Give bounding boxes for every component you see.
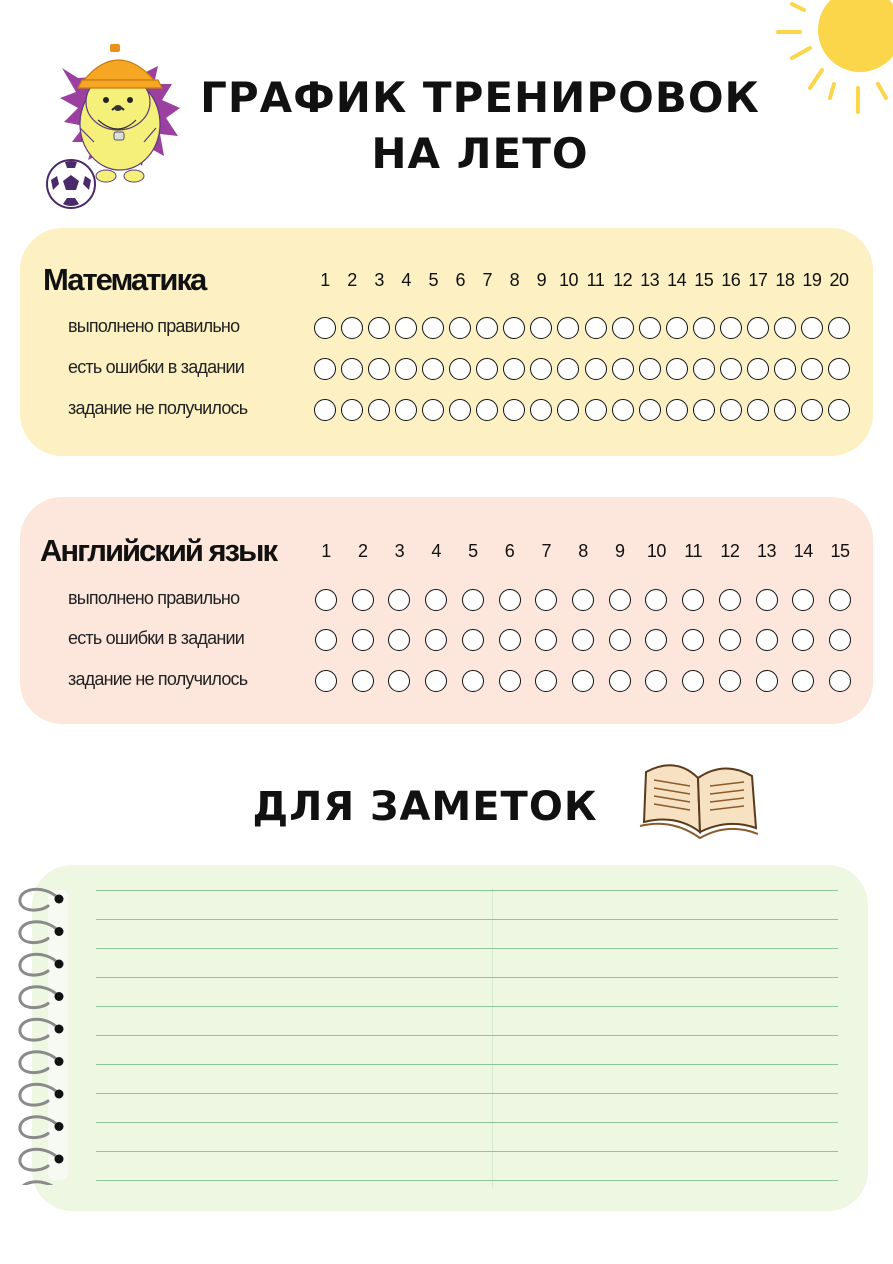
spiral-ring	[20, 889, 64, 910]
checkbox-circle[interactable]	[609, 670, 631, 692]
checkbox-circle[interactable]	[315, 589, 337, 611]
spiral-ring	[20, 922, 64, 943]
day-number-10: 10	[646, 541, 666, 561]
checkbox-circle[interactable]	[693, 317, 715, 339]
day-number-4: 4	[401, 270, 411, 290]
day-number-18: 18	[775, 270, 795, 290]
checkbox-circle[interactable]	[666, 317, 688, 339]
checkbox-circle[interactable]	[693, 358, 715, 380]
checkbox-circle[interactable]	[609, 589, 631, 611]
checkbox-circle[interactable]	[395, 399, 417, 421]
checkbox-circle[interactable]	[315, 629, 337, 651]
checkbox-circle[interactable]	[829, 629, 851, 651]
open-book-icon	[636, 752, 762, 842]
checkbox-circle[interactable]	[425, 589, 447, 611]
checkbox-circle[interactable]	[612, 399, 634, 421]
checkbox-circle[interactable]	[425, 670, 447, 692]
checkbox-circle[interactable]	[585, 358, 607, 380]
day-number-13: 13	[757, 541, 777, 561]
checkbox-circle[interactable]	[572, 670, 594, 692]
spiral-ring	[20, 1052, 64, 1073]
english-subject-title: Английский язык	[40, 533, 277, 568]
spiral-ring	[20, 1149, 64, 1170]
day-number-7: 7	[541, 541, 552, 561]
checkbox-circle[interactable]	[639, 399, 661, 421]
checkbox-circle[interactable]	[828, 317, 850, 339]
notes-panel	[32, 865, 868, 1211]
checkbox-circle[interactable]	[572, 589, 594, 611]
checkbox-circle[interactable]	[747, 399, 769, 421]
checkbox-circle[interactable]	[682, 589, 704, 611]
checkbox-circle[interactable]	[499, 589, 521, 611]
day-number-11: 11	[586, 270, 605, 290]
notes-line	[96, 919, 838, 920]
spiral-ring	[20, 954, 64, 975]
checkbox-circle[interactable]	[314, 399, 336, 421]
page-title-line-2: НА ЛЕТО	[371, 129, 589, 178]
checkbox-circle[interactable]	[720, 317, 742, 339]
checkbox-circle[interactable]	[499, 629, 521, 651]
day-number-7: 7	[482, 270, 493, 290]
checkbox-circle[interactable]	[612, 358, 634, 380]
checkbox-circle[interactable]	[829, 670, 851, 692]
checkbox-circle[interactable]	[315, 670, 337, 692]
checkbox-circle[interactable]	[341, 317, 363, 339]
math-subject-title: Математика	[43, 262, 206, 297]
day-number-14: 14	[667, 270, 687, 290]
day-number-16: 16	[721, 270, 741, 290]
checkbox-circle[interactable]	[462, 589, 484, 611]
page-title-line-1: ГРАФИК ТРЕНИРОВОК	[200, 73, 760, 122]
checkbox-circle[interactable]	[774, 358, 796, 380]
notes-line	[96, 1180, 838, 1181]
spiral-ring	[20, 1182, 64, 1185]
checkbox-circle[interactable]	[720, 358, 742, 380]
checkbox-circle[interactable]	[828, 358, 850, 380]
checkbox-circle[interactable]	[774, 317, 796, 339]
day-number-12: 12	[720, 541, 740, 561]
day-number-5: 5	[468, 541, 478, 561]
day-number-3: 3	[374, 270, 384, 290]
spiral-ring	[20, 1084, 64, 1105]
day-number-9: 9	[536, 270, 547, 290]
day-number-19: 19	[802, 270, 822, 290]
day-number-14: 14	[793, 541, 813, 561]
spiral-ring	[20, 1019, 64, 1040]
day-number-20: 20	[829, 270, 849, 290]
day-number-3: 3	[394, 541, 405, 561]
checkbox-circle[interactable]	[693, 399, 715, 421]
notes-line	[96, 1093, 838, 1094]
checkbox-circle[interactable]	[720, 399, 742, 421]
checkbox-circle[interactable]	[828, 399, 850, 421]
checkbox-circle[interactable]	[639, 358, 661, 380]
checkbox-circle[interactable]	[425, 629, 447, 651]
checkbox-circle[interactable]	[639, 317, 661, 339]
checkbox-circle[interactable]	[341, 358, 363, 380]
day-number-5: 5	[428, 270, 438, 290]
checkbox-circle[interactable]	[719, 589, 741, 611]
checkbox-circle[interactable]	[719, 629, 741, 651]
checkbox-circle[interactable]	[352, 589, 374, 611]
notes-line	[96, 1035, 838, 1036]
notes-line	[96, 977, 838, 978]
day-number-2: 2	[347, 270, 357, 290]
checkbox-circle[interactable]	[368, 358, 390, 380]
notes-line	[96, 1064, 838, 1065]
spiral-ring	[20, 987, 64, 1008]
sun-icon	[770, 0, 893, 120]
notes-line	[96, 1006, 838, 1007]
day-number-2: 2	[357, 541, 368, 561]
notes-line	[96, 1151, 838, 1152]
checkbox-circle[interactable]	[829, 589, 851, 611]
checkbox-circle[interactable]	[572, 629, 594, 651]
day-number-1: 1	[321, 541, 331, 561]
checkbox-circle[interactable]	[314, 317, 336, 339]
checkbox-circle[interactable]	[462, 670, 484, 692]
row-label: выполнено правильно	[68, 316, 240, 336]
day-number-4: 4	[431, 541, 441, 561]
checkbox-circle[interactable]	[585, 399, 607, 421]
day-number-9: 9	[614, 541, 625, 561]
checkbox-circle[interactable]	[341, 399, 363, 421]
day-number-8: 8	[509, 270, 520, 290]
checkbox-circle[interactable]	[612, 317, 634, 339]
checkbox-circle[interactable]	[352, 629, 374, 651]
checkbox-circle[interactable]	[682, 670, 704, 692]
checkbox-circle[interactable]	[368, 317, 390, 339]
checkbox-circle[interactable]	[666, 399, 688, 421]
spiral-rings-icon	[14, 880, 74, 1185]
soccer-ball-icon	[45, 158, 97, 210]
checkbox-circle[interactable]	[801, 399, 823, 421]
day-number-1: 1	[320, 270, 330, 290]
day-number-12: 12	[613, 270, 633, 290]
checkbox-circle[interactable]	[609, 629, 631, 651]
day-number-6: 6	[504, 541, 515, 561]
day-number-13: 13	[640, 270, 660, 290]
day-number-15: 15	[830, 541, 850, 561]
notes-line	[96, 948, 838, 949]
day-number-15: 15	[694, 270, 714, 290]
row-label: задание не получилось	[68, 669, 248, 689]
checkbox-circle[interactable]	[352, 670, 374, 692]
checkbox-circle[interactable]	[801, 358, 823, 380]
notes-line	[96, 1122, 838, 1123]
checkbox-circle[interactable]	[585, 317, 607, 339]
day-number-17: 17	[748, 270, 768, 290]
spiral-ring	[20, 1117, 64, 1138]
checkbox-circle[interactable]	[499, 670, 521, 692]
day-number-8: 8	[578, 541, 588, 561]
checkbox-circle[interactable]	[395, 317, 417, 339]
row-label: задание не получилось	[68, 398, 248, 418]
checkbox-circle[interactable]	[462, 629, 484, 651]
notes-title: ДЛЯ ЗАМЕТОК	[252, 784, 598, 830]
checkbox-circle[interactable]	[395, 358, 417, 380]
checkbox-circle[interactable]	[666, 358, 688, 380]
checkbox-circle[interactable]	[756, 670, 778, 692]
checkbox-circle[interactable]	[719, 670, 741, 692]
checkbox-circle[interactable]	[801, 317, 823, 339]
checkbox-circle[interactable]	[747, 317, 769, 339]
checkbox-circle[interactable]	[314, 358, 336, 380]
checkbox-circle[interactable]	[756, 589, 778, 611]
day-number-10: 10	[558, 270, 578, 290]
notes-divider	[492, 888, 493, 1188]
checkbox-circle[interactable]	[682, 629, 704, 651]
checkbox-circle[interactable]	[756, 629, 778, 651]
day-number-11: 11	[684, 541, 702, 561]
day-number-6: 6	[455, 270, 465, 290]
row-label: есть ошибки в задании	[68, 357, 244, 377]
notes-line	[96, 890, 838, 891]
checkbox-circle[interactable]	[368, 399, 390, 421]
page-title	[200, 70, 760, 182]
row-label: есть ошибки в задании	[68, 628, 244, 648]
row-label: выполнено правильно	[68, 588, 240, 608]
checkbox-circle[interactable]	[774, 399, 796, 421]
checkbox-circle[interactable]	[747, 358, 769, 380]
